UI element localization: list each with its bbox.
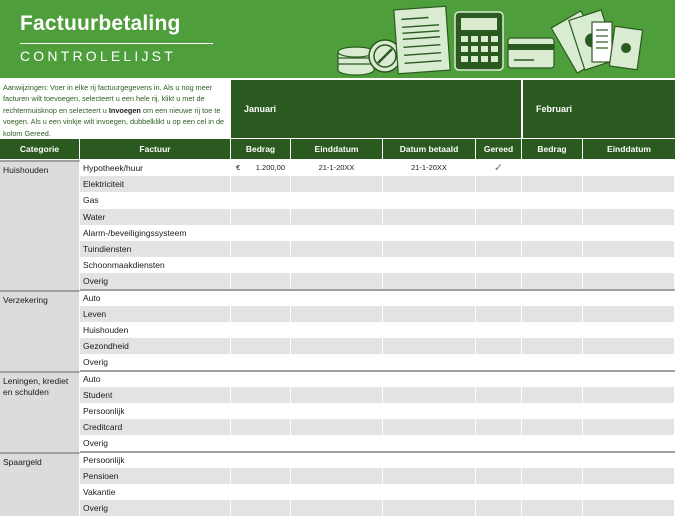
- col-header-bedrag[interactable]: Bedrag: [231, 139, 291, 159]
- page-subtitle: CONTROLELIJST: [20, 48, 176, 64]
- amount-cell-februari[interactable]: [522, 322, 583, 338]
- done-cell[interactable]: [476, 435, 522, 451]
- amount-cell[interactable]: [231, 322, 291, 338]
- checkmark-icon: ✓: [493, 162, 504, 174]
- done-cell[interactable]: [476, 176, 522, 192]
- instructions-part2: om een nieuwe rij toe te voegen. Als u een vinkje wilt invoegen, dubbelklikt u op een cel in de kolom Gereed.: [3, 105, 225, 138]
- bill-name-cell[interactable]: Huishouden: [80, 322, 231, 338]
- due-date-cell-februari[interactable]: [583, 192, 675, 208]
- done-cell[interactable]: [476, 403, 522, 419]
- due-date-cell[interactable]: [291, 387, 383, 403]
- bill-name-cell[interactable]: Overig: [80, 354, 231, 370]
- due-date-cell-februari[interactable]: [583, 290, 675, 306]
- col-header-einddatum-februari[interactable]: Einddatum: [583, 139, 675, 159]
- bill-name-cell[interactable]: Alarm-/beveiligingssysteem: [80, 225, 231, 241]
- due-date-cell-februari[interactable]: [583, 354, 675, 370]
- due-date-cell[interactable]: [291, 452, 383, 468]
- done-cell[interactable]: [476, 257, 522, 273]
- table-row[interactable]: [0, 419, 675, 435]
- col-header-einddatum[interactable]: Einddatum: [291, 139, 383, 159]
- done-cell[interactable]: [476, 241, 522, 257]
- title-divider: [20, 43, 213, 44]
- due-date-cell[interactable]: [291, 403, 383, 419]
- category-separator: [80, 370, 675, 372]
- done-cell[interactable]: [476, 290, 522, 306]
- done-cell[interactable]: [476, 500, 522, 516]
- bill-name-cell[interactable]: Schoonmaakdiensten: [80, 257, 231, 273]
- amount-cell-februari[interactable]: [522, 306, 583, 322]
- amount-cell-februari[interactable]: [522, 468, 583, 484]
- page-title: Factuurbetaling: [20, 12, 181, 35]
- amount-cell[interactable]: [231, 484, 291, 500]
- amount-cell[interactable]: [231, 403, 291, 419]
- amount-cell-februari[interactable]: [522, 338, 583, 354]
- amount-cell[interactable]: [231, 500, 291, 516]
- paid-date-cell[interactable]: [383, 273, 476, 289]
- amount-cell[interactable]: [231, 176, 291, 192]
- paid-date-cell[interactable]: [383, 371, 476, 387]
- amount-cell[interactable]: [231, 452, 291, 468]
- header-banner: [0, 0, 675, 78]
- amount-cell[interactable]: [231, 160, 291, 176]
- due-date-cell[interactable]: [291, 273, 383, 289]
- table-row[interactable]: [0, 387, 675, 403]
- amount-cell-februari[interactable]: [522, 192, 583, 208]
- table-row[interactable]: [0, 500, 675, 516]
- col-header-categorie[interactable]: Categorie: [0, 139, 80, 159]
- due-date-cell-februari[interactable]: [583, 241, 675, 257]
- table-row[interactable]: [0, 241, 675, 257]
- due-date-cell-februari[interactable]: [583, 452, 675, 468]
- due-date-cell-februari[interactable]: [583, 484, 675, 500]
- col-header-gereed[interactable]: Gereed: [476, 139, 522, 159]
- done-cell[interactable]: [476, 209, 522, 225]
- amount-cell[interactable]: [231, 338, 291, 354]
- bill-name-cell[interactable]: Elektriciteit: [80, 176, 231, 192]
- bill-name-cell[interactable]: Auto: [80, 290, 231, 306]
- category-separator: [80, 289, 675, 291]
- instructions-part1: Aanwijzingen: Voer in elke rij factuurgegevens in. Als u nog meer facturen wilt toevoegen, selecteert u een hele rij, klikt u met de rechtermuisknop en selecteert u: [3, 83, 213, 115]
- instructions-text: [0, 80, 230, 138]
- paid-date-cell[interactable]: [383, 209, 476, 225]
- bill-name-cell[interactable]: Persoonlijk: [80, 403, 231, 419]
- paid-date-cell[interactable]: [383, 452, 476, 468]
- category-separator: [80, 451, 675, 453]
- done-cell[interactable]: [476, 484, 522, 500]
- table-row[interactable]: [0, 176, 675, 192]
- due-date-cell-februari[interactable]: [583, 338, 675, 354]
- due-date-cell-februari[interactable]: [583, 403, 675, 419]
- due-date-cell[interactable]: [291, 225, 383, 241]
- due-date-cell-februari[interactable]: [583, 468, 675, 484]
- amount-cell[interactable]: [231, 192, 291, 208]
- bill-name-cell[interactable]: Water: [80, 209, 231, 225]
- due-date-cell-februari[interactable]: [583, 371, 675, 387]
- col-header-datum-betaald[interactable]: Datum betaald: [383, 139, 476, 159]
- coin-stack-icon: [338, 47, 374, 75]
- due-date-cell-februari[interactable]: [583, 435, 675, 451]
- done-cell[interactable]: [476, 338, 522, 354]
- done-cell[interactable]: [476, 387, 522, 403]
- amount-cell-februari[interactable]: [522, 452, 583, 468]
- amount-cell-februari[interactable]: [522, 419, 583, 435]
- table-row[interactable]: [0, 403, 675, 419]
- amount-cell[interactable]: [231, 435, 291, 451]
- amount-cell[interactable]: [231, 241, 291, 257]
- done-cell[interactable]: [476, 354, 522, 370]
- done-cell[interactable]: [476, 160, 522, 176]
- paid-date-cell[interactable]: [383, 225, 476, 241]
- due-date-cell[interactable]: [291, 419, 383, 435]
- table-row[interactable]: [0, 192, 675, 208]
- due-date-cell-februari[interactable]: [583, 257, 675, 273]
- paid-date-cell[interactable]: [383, 338, 476, 354]
- due-date-cell-februari[interactable]: [583, 176, 675, 192]
- paid-date-cell[interactable]: [383, 322, 476, 338]
- bill-name-cell[interactable]: Gas: [80, 192, 231, 208]
- col-header-factuur[interactable]: Factuur: [80, 139, 231, 159]
- table-row[interactable]: [0, 354, 675, 370]
- amount-cell-februari[interactable]: [522, 354, 583, 370]
- amount-cell[interactable]: [231, 257, 291, 273]
- amount-cell-februari[interactable]: [522, 290, 583, 306]
- amount-cell-februari[interactable]: [522, 241, 583, 257]
- month-header-januari[interactable]: Januari: [231, 80, 521, 138]
- due-date-cell-februari[interactable]: [583, 500, 675, 516]
- due-date-cell-februari[interactable]: [583, 419, 675, 435]
- amount-cell[interactable]: [231, 387, 291, 403]
- bill-name-cell[interactable]: Pensioen: [80, 468, 231, 484]
- amount-cell[interactable]: [231, 209, 291, 225]
- amount-cell-februari[interactable]: [522, 176, 583, 192]
- paid-date-cell[interactable]: [383, 192, 476, 208]
- table-row[interactable]: [0, 452, 675, 468]
- amount-cell-februari[interactable]: [522, 257, 583, 273]
- currency-symbol: €: [236, 163, 241, 172]
- amount-cell[interactable]: [231, 468, 291, 484]
- amount-cell-februari[interactable]: [522, 403, 583, 419]
- paid-date-cell[interactable]: 21-1-20XX: [383, 160, 476, 176]
- month-header-februari[interactable]: Februari: [523, 80, 675, 138]
- table-row[interactable]: [0, 273, 675, 289]
- amount-cell-februari[interactable]: [522, 209, 583, 225]
- due-date-cell[interactable]: [291, 176, 383, 192]
- calculator-icon: [455, 12, 503, 70]
- paid-date-cell[interactable]: [383, 257, 476, 273]
- paid-date-cell[interactable]: [383, 241, 476, 257]
- due-date-cell[interactable]: [291, 241, 383, 257]
- due-date-cell[interactable]: [291, 322, 383, 338]
- banknotes-icon: [551, 10, 642, 73]
- due-date-cell-februari[interactable]: [583, 322, 675, 338]
- table-row[interactable]: [0, 257, 675, 273]
- due-date-cell[interactable]: [291, 257, 383, 273]
- amount-cell[interactable]: [231, 371, 291, 387]
- amount-cell-februari[interactable]: [522, 484, 583, 500]
- bill-name-cell[interactable]: Tuindiensten: [80, 241, 231, 257]
- instructions-bold: Invoegen: [108, 105, 141, 115]
- bill-name-cell[interactable]: Gezondheid: [80, 338, 231, 354]
- due-date-cell-februari[interactable]: [583, 273, 675, 289]
- amount-cell[interactable]: [231, 419, 291, 435]
- table-row[interactable]: [0, 225, 675, 241]
- done-cell[interactable]: [476, 371, 522, 387]
- table-row[interactable]: [0, 306, 675, 322]
- bill-name-cell[interactable]: Overig: [80, 435, 231, 451]
- table-row[interactable]: [0, 371, 675, 387]
- due-date-cell-februari[interactable]: [583, 160, 675, 176]
- due-date-cell[interactable]: [291, 484, 383, 500]
- paid-date-cell[interactable]: [383, 290, 476, 306]
- paid-date-cell[interactable]: [383, 176, 476, 192]
- amount-cell[interactable]: [231, 290, 291, 306]
- amount-cell-februari[interactable]: [522, 160, 583, 176]
- category-cell[interactable]: Leningen, krediet en schulden: [0, 371, 80, 452]
- bill-name-cell[interactable]: Vakantie: [80, 484, 231, 500]
- bill-name-cell[interactable]: Student: [80, 387, 231, 403]
- amount-cell-februari[interactable]: [522, 273, 583, 289]
- amount-cell[interactable]: [231, 354, 291, 370]
- paid-date-cell[interactable]: [383, 435, 476, 451]
- due-date-cell[interactable]: [291, 290, 383, 306]
- due-date-cell[interactable]: [291, 306, 383, 322]
- table-row[interactable]: [0, 160, 675, 176]
- amount-cell-februari[interactable]: [522, 371, 583, 387]
- done-cell[interactable]: [476, 306, 522, 322]
- bill-name-cell[interactable]: Overig: [80, 500, 231, 516]
- paid-date-cell[interactable]: [383, 500, 476, 516]
- amount-cell-februari[interactable]: [522, 225, 583, 241]
- amount-cell[interactable]: [231, 306, 291, 322]
- paid-date-cell[interactable]: [383, 387, 476, 403]
- due-date-cell[interactable]: [291, 338, 383, 354]
- table-row[interactable]: [0, 290, 675, 306]
- due-date-cell-februari[interactable]: [583, 225, 675, 241]
- col-header-bedrag-februari[interactable]: Bedrag: [522, 139, 583, 159]
- bill-name-cell[interactable]: Hypotheek/huur: [80, 160, 231, 176]
- bill-name-cell[interactable]: Overig: [80, 273, 231, 289]
- due-date-cell[interactable]: 21-1-20XX: [291, 160, 383, 176]
- done-cell[interactable]: [476, 322, 522, 338]
- due-date-cell[interactable]: [291, 500, 383, 516]
- done-cell[interactable]: [476, 468, 522, 484]
- money-illustration-icon: [330, 0, 675, 78]
- amount-cell-februari[interactable]: [522, 500, 583, 516]
- due-date-cell[interactable]: [291, 192, 383, 208]
- amount-cell[interactable]: [231, 225, 291, 241]
- bill-name-cell[interactable]: Persoonlijk: [80, 452, 231, 468]
- due-date-cell[interactable]: [291, 435, 383, 451]
- due-date-cell[interactable]: [291, 209, 383, 225]
- bill-name-cell[interactable]: Creditcard: [80, 419, 231, 435]
- amount-cell-februari[interactable]: [522, 387, 583, 403]
- due-date-cell[interactable]: [291, 468, 383, 484]
- category-cell[interactable]: Huishouden: [0, 160, 80, 290]
- done-cell[interactable]: [476, 273, 522, 289]
- credit-card-icon: [508, 38, 554, 68]
- amount-cell-februari[interactable]: [522, 435, 583, 451]
- amount-value: 1.200,00: [255, 163, 285, 172]
- category-cell[interactable]: Spaargeld: [0, 452, 80, 517]
- table-row[interactable]: [0, 322, 675, 338]
- due-date-cell-februari[interactable]: [583, 306, 675, 322]
- bill-name-cell[interactable]: Leven: [80, 306, 231, 322]
- category-cell[interactable]: Verzekering: [0, 290, 80, 371]
- due-date-cell-februari[interactable]: [583, 209, 675, 225]
- done-cell[interactable]: [476, 452, 522, 468]
- bill-name-cell[interactable]: Auto: [80, 371, 231, 387]
- invoice-icon: [394, 6, 450, 73]
- table-row[interactable]: [0, 338, 675, 354]
- table-row[interactable]: [0, 209, 675, 225]
- paid-date-cell[interactable]: [383, 306, 476, 322]
- table-row[interactable]: [0, 468, 675, 484]
- paid-date-cell[interactable]: [383, 354, 476, 370]
- paid-date-cell[interactable]: [383, 484, 476, 500]
- done-cell[interactable]: [476, 225, 522, 241]
- paid-date-cell[interactable]: [383, 468, 476, 484]
- table-row[interactable]: [0, 435, 675, 451]
- done-cell[interactable]: [476, 419, 522, 435]
- done-cell[interactable]: [476, 192, 522, 208]
- table-row[interactable]: [0, 484, 675, 500]
- paid-date-cell[interactable]: [383, 403, 476, 419]
- paid-date-cell[interactable]: [383, 419, 476, 435]
- due-date-cell-februari[interactable]: [583, 387, 675, 403]
- due-date-cell[interactable]: [291, 354, 383, 370]
- due-date-cell[interactable]: [291, 371, 383, 387]
- amount-cell[interactable]: [231, 273, 291, 289]
